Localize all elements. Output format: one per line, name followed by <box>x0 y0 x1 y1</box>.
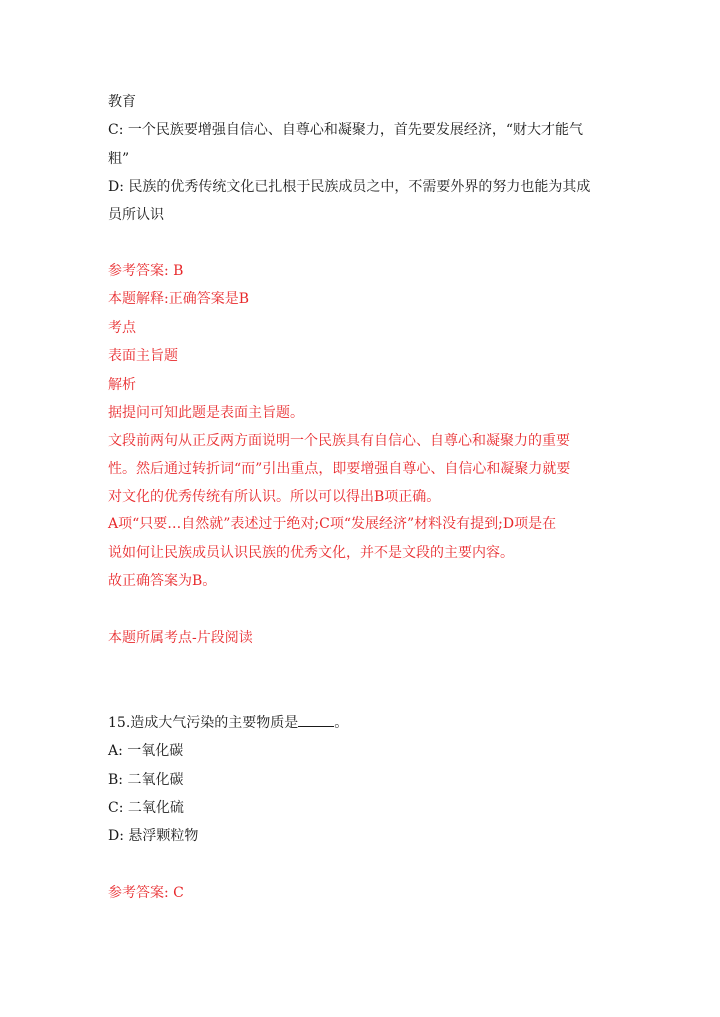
explanation-label: 本题解释:正确答案是B <box>108 291 250 307</box>
q15-answer: 参考答案: C <box>108 885 184 901</box>
jiexi-line-5: A项“只要…自然就”表述过于绝对;C项“发展经济”材料没有提到;D项是在 <box>108 516 557 532</box>
q15-option-d: D: 悬浮颗粒物 <box>108 828 199 844</box>
jiexi-line-7: 故正确答案为B。 <box>108 573 217 589</box>
prev-option-d-line2: 员所认识 <box>108 207 164 223</box>
q15-option-a: A: 一氧化碳 <box>108 743 184 759</box>
kaodian-label: 考点 <box>108 320 136 336</box>
jiexi-line-4: 对文化的优秀传统有所认识。所以可以得出B项正确。 <box>108 489 441 505</box>
prev-option-c-line2: 粗” <box>108 151 130 167</box>
q15-option-b: B: 二氧化碳 <box>108 772 184 788</box>
kaodian-value: 表面主旨题 <box>108 348 178 364</box>
prev-option-b-tail: 教育 <box>108 94 136 110</box>
q15-blank <box>298 714 334 727</box>
prev-option-d-line1: D: 民族的优秀传统文化已扎根于民族成员之中，不需要外界的努力也能为其成 <box>108 179 591 195</box>
jiexi-line-1: 据提问可知此题是表面主旨题。 <box>108 405 304 421</box>
jiexi-label: 解析 <box>108 377 136 393</box>
jiexi-line-6: 说如何让民族成员认识民族的优秀文化，并不是文段的主要内容。 <box>108 545 514 561</box>
category-line: 本题所属考点-片段阅读 <box>108 630 253 646</box>
jiexi-line-2: 文段前两句从正反两方面说明一个民族具有自信心、自尊心和凝聚力的重要 <box>108 433 570 449</box>
q15-option-c: C: 二氧化硫 <box>108 800 184 816</box>
jiexi-line-3: 性。然后通过转折词“而”引出重点，即要增强自尊心、自信心和凝聚力就要 <box>108 461 571 477</box>
q15-stem-end: 。 <box>334 715 349 731</box>
q15-stem <box>108 713 348 733</box>
q15-stem-text: 15.造成大气污染的主要物质是 <box>108 715 299 731</box>
prev-option-c-line1: C: 一个民族要增强自信心、自尊心和凝聚力，首先要发展经济，“财大才能气 <box>108 122 584 138</box>
prev-answer: 参考答案: B <box>108 263 184 279</box>
